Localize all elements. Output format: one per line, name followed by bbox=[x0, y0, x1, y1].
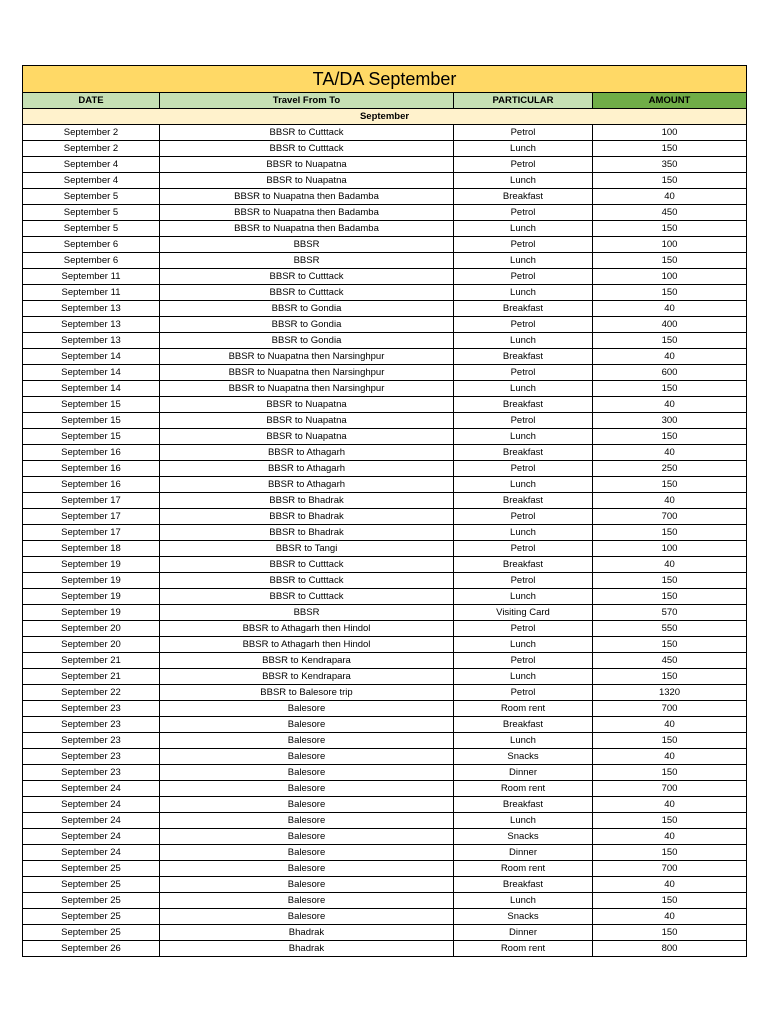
table-row bbox=[23, 365, 747, 381]
particular-cell: Breakfast bbox=[454, 877, 593, 893]
table-row bbox=[23, 509, 747, 525]
date-cell: September 2 bbox=[23, 141, 160, 157]
particular-cell: Room rent bbox=[454, 701, 593, 717]
travel-cell: Balesore bbox=[160, 877, 454, 893]
amount-cell: 150 bbox=[593, 381, 747, 397]
date-cell: September 16 bbox=[23, 461, 160, 477]
table-row bbox=[23, 253, 747, 269]
table-row bbox=[23, 605, 747, 621]
particular-cell: Petrol bbox=[454, 653, 593, 669]
particular-cell: Lunch bbox=[454, 221, 593, 237]
table-row bbox=[23, 381, 747, 397]
travel-cell: BBSR to Nuapatna then Badamba bbox=[160, 205, 454, 221]
particular-cell: Petrol bbox=[454, 621, 593, 637]
table-row bbox=[23, 733, 747, 749]
amount-cell: 800 bbox=[593, 941, 747, 957]
date-cell: September 23 bbox=[23, 701, 160, 717]
particular-cell: Petrol bbox=[454, 269, 593, 285]
month-row bbox=[23, 109, 747, 125]
date-cell: September 19 bbox=[23, 573, 160, 589]
particular-cell: Petrol bbox=[454, 509, 593, 525]
travel-cell: BBSR to Kendrapara bbox=[160, 653, 454, 669]
travel-cell: BBSR to Cutttack bbox=[160, 285, 454, 301]
travel-cell: Balesore bbox=[160, 717, 454, 733]
particular-cell: Lunch bbox=[454, 637, 593, 653]
table-row bbox=[23, 589, 747, 605]
date-cell: September 13 bbox=[23, 333, 160, 349]
amount-cell: 40 bbox=[593, 877, 747, 893]
date-cell: September 25 bbox=[23, 909, 160, 925]
date-cell: September 16 bbox=[23, 477, 160, 493]
date-cell: September 19 bbox=[23, 589, 160, 605]
table-row bbox=[23, 573, 747, 589]
travel-cell: BBSR to Nuapatna then Badamba bbox=[160, 189, 454, 205]
particular-cell: Lunch bbox=[454, 253, 593, 269]
sheet-title: TA/DA September bbox=[23, 66, 747, 93]
table-row bbox=[23, 701, 747, 717]
particular-cell: Petrol bbox=[454, 685, 593, 701]
particular-cell: Dinner bbox=[454, 845, 593, 861]
travel-cell: BBSR to Bhadrak bbox=[160, 525, 454, 541]
amount-cell: 150 bbox=[593, 573, 747, 589]
table-row bbox=[23, 333, 747, 349]
date-cell: September 25 bbox=[23, 877, 160, 893]
table-row bbox=[23, 173, 747, 189]
date-cell: September 17 bbox=[23, 525, 160, 541]
date-cell: September 5 bbox=[23, 221, 160, 237]
table-row bbox=[23, 637, 747, 653]
table-row bbox=[23, 189, 747, 205]
travel-cell: BBSR to Balesore trip bbox=[160, 685, 454, 701]
particular-cell: Petrol bbox=[454, 573, 593, 589]
travel-cell: BBSR to Nuapatna then Badamba bbox=[160, 221, 454, 237]
table-row bbox=[23, 653, 747, 669]
amount-cell: 400 bbox=[593, 317, 747, 333]
travel-cell: Balesore bbox=[160, 797, 454, 813]
particular-cell: Lunch bbox=[454, 381, 593, 397]
date-cell: September 5 bbox=[23, 205, 160, 221]
amount-cell: 40 bbox=[593, 717, 747, 733]
travel-cell: Balesore bbox=[160, 893, 454, 909]
date-cell: September 14 bbox=[23, 381, 160, 397]
particular-cell: Breakfast bbox=[454, 189, 593, 205]
travel-cell: BBSR to Nuapatna bbox=[160, 173, 454, 189]
particular-cell: Room rent bbox=[454, 861, 593, 877]
travel-cell: Balesore bbox=[160, 701, 454, 717]
travel-cell: BBSR to Cutttack bbox=[160, 269, 454, 285]
table-row bbox=[23, 125, 747, 141]
amount-cell: 150 bbox=[593, 765, 747, 781]
table-row bbox=[23, 925, 747, 941]
table-row bbox=[23, 541, 747, 557]
travel-cell: BBSR to Cutttack bbox=[160, 125, 454, 141]
travel-cell: Balesore bbox=[160, 909, 454, 925]
particular-cell: Petrol bbox=[454, 541, 593, 557]
date-cell: September 11 bbox=[23, 269, 160, 285]
table-row bbox=[23, 893, 747, 909]
travel-cell: BBSR bbox=[160, 605, 454, 621]
table-row bbox=[23, 269, 747, 285]
particular-cell: Lunch bbox=[454, 477, 593, 493]
date-cell: September 5 bbox=[23, 189, 160, 205]
table-row bbox=[23, 941, 747, 957]
amount-cell: 150 bbox=[593, 845, 747, 861]
travel-cell: BBSR to Nuapatna bbox=[160, 413, 454, 429]
date-cell: September 25 bbox=[23, 925, 160, 941]
date-cell: September 4 bbox=[23, 157, 160, 173]
travel-cell: BBSR to Athagarh bbox=[160, 477, 454, 493]
date-cell: September 6 bbox=[23, 253, 160, 269]
amount-cell: 40 bbox=[593, 909, 747, 925]
travel-cell: BBSR to Athagarh then Hindol bbox=[160, 621, 454, 637]
amount-cell: 40 bbox=[593, 189, 747, 205]
table-row bbox=[23, 621, 747, 637]
table-row bbox=[23, 685, 747, 701]
amount-cell: 40 bbox=[593, 349, 747, 365]
particular-cell: Petrol bbox=[454, 413, 593, 429]
table-row bbox=[23, 317, 747, 333]
particular-cell: Dinner bbox=[454, 925, 593, 941]
amount-cell: 150 bbox=[593, 925, 747, 941]
particular-cell: Breakfast bbox=[454, 797, 593, 813]
particular-cell: Petrol bbox=[454, 125, 593, 141]
column-header-row bbox=[23, 93, 747, 109]
date-cell: September 13 bbox=[23, 317, 160, 333]
particular-cell: Breakfast bbox=[454, 301, 593, 317]
travel-cell: BBSR to Gondia bbox=[160, 333, 454, 349]
date-cell: September 14 bbox=[23, 365, 160, 381]
particular-cell: Lunch bbox=[454, 589, 593, 605]
amount-cell: 150 bbox=[593, 525, 747, 541]
travel-cell: BBSR to Bhadrak bbox=[160, 493, 454, 509]
date-cell: September 21 bbox=[23, 653, 160, 669]
particular-cell: Lunch bbox=[454, 285, 593, 301]
particular-cell: Lunch bbox=[454, 893, 593, 909]
amount-cell: 700 bbox=[593, 701, 747, 717]
table-row bbox=[23, 813, 747, 829]
amount-cell: 100 bbox=[593, 269, 747, 285]
particular-cell: Breakfast bbox=[454, 493, 593, 509]
amount-cell: 450 bbox=[593, 653, 747, 669]
travel-cell: BBSR to Nuapatna bbox=[160, 157, 454, 173]
travel-cell: BBSR to Athagarh bbox=[160, 445, 454, 461]
table-row bbox=[23, 397, 747, 413]
date-cell: September 13 bbox=[23, 301, 160, 317]
particular-cell: Breakfast bbox=[454, 717, 593, 733]
amount-cell: 150 bbox=[593, 813, 747, 829]
table-row bbox=[23, 717, 747, 733]
table-row bbox=[23, 829, 747, 845]
travel-cell: BBSR bbox=[160, 253, 454, 269]
amount-cell: 150 bbox=[593, 173, 747, 189]
travel-cell: Balesore bbox=[160, 861, 454, 877]
amount-cell: 100 bbox=[593, 237, 747, 253]
table-row bbox=[23, 429, 747, 445]
amount-cell: 700 bbox=[593, 781, 747, 797]
travel-cell: Balesore bbox=[160, 845, 454, 861]
amount-cell: 150 bbox=[593, 253, 747, 269]
table-row bbox=[23, 141, 747, 157]
date-cell: September 21 bbox=[23, 669, 160, 685]
travel-cell: BBSR to Nuapatna then Narsinghpur bbox=[160, 381, 454, 397]
date-cell: September 14 bbox=[23, 349, 160, 365]
date-cell: September 26 bbox=[23, 941, 160, 957]
particular-cell: Breakfast bbox=[454, 557, 593, 573]
table-row bbox=[23, 797, 747, 813]
table-row bbox=[23, 461, 747, 477]
travel-cell: Balesore bbox=[160, 813, 454, 829]
table-row bbox=[23, 157, 747, 173]
amount-cell: 150 bbox=[593, 285, 747, 301]
particular-cell: Petrol bbox=[454, 365, 593, 381]
travel-cell: BBSR to Cutttack bbox=[160, 141, 454, 157]
table-row bbox=[23, 781, 747, 797]
amount-cell: 40 bbox=[593, 797, 747, 813]
travel-cell: BBSR to Athagarh then Hindol bbox=[160, 637, 454, 653]
table-row bbox=[23, 205, 747, 221]
travel-cell: BBSR to Bhadrak bbox=[160, 509, 454, 525]
tada-table bbox=[22, 65, 747, 957]
column-header-particular: PARTICULAR bbox=[454, 93, 593, 109]
amount-cell: 150 bbox=[593, 333, 747, 349]
travel-cell: Bhadrak bbox=[160, 941, 454, 957]
particular-cell: Petrol bbox=[454, 317, 593, 333]
amount-cell: 150 bbox=[593, 221, 747, 237]
amount-cell: 40 bbox=[593, 301, 747, 317]
particular-cell: Room rent bbox=[454, 781, 593, 797]
table-row bbox=[23, 221, 747, 237]
table-row bbox=[23, 493, 747, 509]
particular-cell: Petrol bbox=[454, 205, 593, 221]
date-cell: September 18 bbox=[23, 541, 160, 557]
travel-cell: Balesore bbox=[160, 765, 454, 781]
date-cell: September 15 bbox=[23, 397, 160, 413]
table-row bbox=[23, 237, 747, 253]
table-row bbox=[23, 301, 747, 317]
travel-cell: Balesore bbox=[160, 829, 454, 845]
travel-cell: BBSR to Gondia bbox=[160, 317, 454, 333]
table-row bbox=[23, 557, 747, 573]
table-row bbox=[23, 765, 747, 781]
amount-cell: 1320 bbox=[593, 685, 747, 701]
column-header-date: DATE bbox=[23, 93, 160, 109]
amount-cell: 40 bbox=[593, 557, 747, 573]
particular-cell: Lunch bbox=[454, 173, 593, 189]
table-row bbox=[23, 445, 747, 461]
amount-cell: 150 bbox=[593, 141, 747, 157]
travel-cell: BBSR to Kendrapara bbox=[160, 669, 454, 685]
travel-cell: BBSR to Nuapatna bbox=[160, 397, 454, 413]
date-cell: September 23 bbox=[23, 717, 160, 733]
amount-cell: 150 bbox=[593, 589, 747, 605]
particular-cell: Lunch bbox=[454, 733, 593, 749]
table-row bbox=[23, 909, 747, 925]
travel-cell: BBSR to Nuapatna bbox=[160, 429, 454, 445]
particular-cell: Breakfast bbox=[454, 397, 593, 413]
date-cell: September 20 bbox=[23, 621, 160, 637]
table-row bbox=[23, 477, 747, 493]
travel-cell: Balesore bbox=[160, 781, 454, 797]
amount-cell: 150 bbox=[593, 893, 747, 909]
amount-cell: 40 bbox=[593, 829, 747, 845]
travel-cell: BBSR to Cutttack bbox=[160, 589, 454, 605]
amount-cell: 150 bbox=[593, 669, 747, 685]
particular-cell: Dinner bbox=[454, 765, 593, 781]
particular-cell: Breakfast bbox=[454, 349, 593, 365]
date-cell: September 25 bbox=[23, 861, 160, 877]
title-row bbox=[23, 66, 747, 93]
travel-cell: BBSR to Athagarh bbox=[160, 461, 454, 477]
date-cell: September 19 bbox=[23, 605, 160, 621]
amount-cell: 40 bbox=[593, 397, 747, 413]
travel-cell: BBSR to Cutttack bbox=[160, 557, 454, 573]
date-cell: September 17 bbox=[23, 493, 160, 509]
table-row bbox=[23, 349, 747, 365]
particular-cell: Room rent bbox=[454, 941, 593, 957]
particular-cell: Lunch bbox=[454, 429, 593, 445]
particular-cell: Lunch bbox=[454, 333, 593, 349]
date-cell: September 16 bbox=[23, 445, 160, 461]
travel-cell: BBSR to Nuapatna then Narsinghpur bbox=[160, 365, 454, 381]
column-header-amount: AMOUNT bbox=[593, 93, 747, 109]
amount-cell: 600 bbox=[593, 365, 747, 381]
particular-cell: Petrol bbox=[454, 157, 593, 173]
particular-cell: Petrol bbox=[454, 237, 593, 253]
date-cell: September 19 bbox=[23, 557, 160, 573]
travel-cell: BBSR to Nuapatna then Narsinghpur bbox=[160, 349, 454, 365]
amount-cell: 40 bbox=[593, 493, 747, 509]
amount-cell: 700 bbox=[593, 861, 747, 877]
amount-cell: 40 bbox=[593, 445, 747, 461]
date-cell: September 15 bbox=[23, 413, 160, 429]
travel-cell: BBSR to Cutttack bbox=[160, 573, 454, 589]
table-body bbox=[23, 109, 747, 957]
column-header-travel: Travel From To bbox=[160, 93, 454, 109]
particular-cell: Petrol bbox=[454, 461, 593, 477]
particular-cell: Breakfast bbox=[454, 445, 593, 461]
amount-cell: 250 bbox=[593, 461, 747, 477]
particular-cell: Snacks bbox=[454, 829, 593, 845]
table-row bbox=[23, 525, 747, 541]
date-cell: September 23 bbox=[23, 765, 160, 781]
amount-cell: 570 bbox=[593, 605, 747, 621]
date-cell: September 24 bbox=[23, 781, 160, 797]
date-cell: September 24 bbox=[23, 797, 160, 813]
amount-cell: 40 bbox=[593, 749, 747, 765]
amount-cell: 150 bbox=[593, 429, 747, 445]
particular-cell: Lunch bbox=[454, 813, 593, 829]
date-cell: September 22 bbox=[23, 685, 160, 701]
date-cell: September 2 bbox=[23, 125, 160, 141]
travel-cell: Balesore bbox=[160, 733, 454, 749]
table-row bbox=[23, 861, 747, 877]
amount-cell: 100 bbox=[593, 125, 747, 141]
amount-cell: 700 bbox=[593, 509, 747, 525]
amount-cell: 150 bbox=[593, 733, 747, 749]
date-cell: September 11 bbox=[23, 285, 160, 301]
table-row bbox=[23, 413, 747, 429]
travel-cell: Balesore bbox=[160, 749, 454, 765]
travel-cell: BBSR to Gondia bbox=[160, 301, 454, 317]
table-row bbox=[23, 669, 747, 685]
table-row bbox=[23, 285, 747, 301]
date-cell: September 6 bbox=[23, 237, 160, 253]
table-row bbox=[23, 877, 747, 893]
date-cell: September 24 bbox=[23, 813, 160, 829]
particular-cell: Snacks bbox=[454, 909, 593, 925]
amount-cell: 450 bbox=[593, 205, 747, 221]
month-label: September bbox=[23, 109, 747, 125]
date-cell: September 24 bbox=[23, 829, 160, 845]
particular-cell: Snacks bbox=[454, 749, 593, 765]
date-cell: September 20 bbox=[23, 637, 160, 653]
date-cell: September 15 bbox=[23, 429, 160, 445]
particular-cell: Lunch bbox=[454, 669, 593, 685]
amount-cell: 550 bbox=[593, 621, 747, 637]
date-cell: September 23 bbox=[23, 749, 160, 765]
travel-cell: BBSR bbox=[160, 237, 454, 253]
amount-cell: 150 bbox=[593, 637, 747, 653]
particular-cell: Lunch bbox=[454, 141, 593, 157]
particular-cell: Lunch bbox=[454, 525, 593, 541]
table-row bbox=[23, 845, 747, 861]
amount-cell: 300 bbox=[593, 413, 747, 429]
travel-cell: Bhadrak bbox=[160, 925, 454, 941]
date-cell: September 4 bbox=[23, 173, 160, 189]
date-cell: September 17 bbox=[23, 509, 160, 525]
date-cell: September 23 bbox=[23, 733, 160, 749]
date-cell: September 25 bbox=[23, 893, 160, 909]
date-cell: September 24 bbox=[23, 845, 160, 861]
particular-cell: Visiting Card bbox=[454, 605, 593, 621]
amount-cell: 150 bbox=[593, 477, 747, 493]
amount-cell: 100 bbox=[593, 541, 747, 557]
table-row bbox=[23, 749, 747, 765]
amount-cell: 350 bbox=[593, 157, 747, 173]
travel-cell: BBSR to Tangi bbox=[160, 541, 454, 557]
